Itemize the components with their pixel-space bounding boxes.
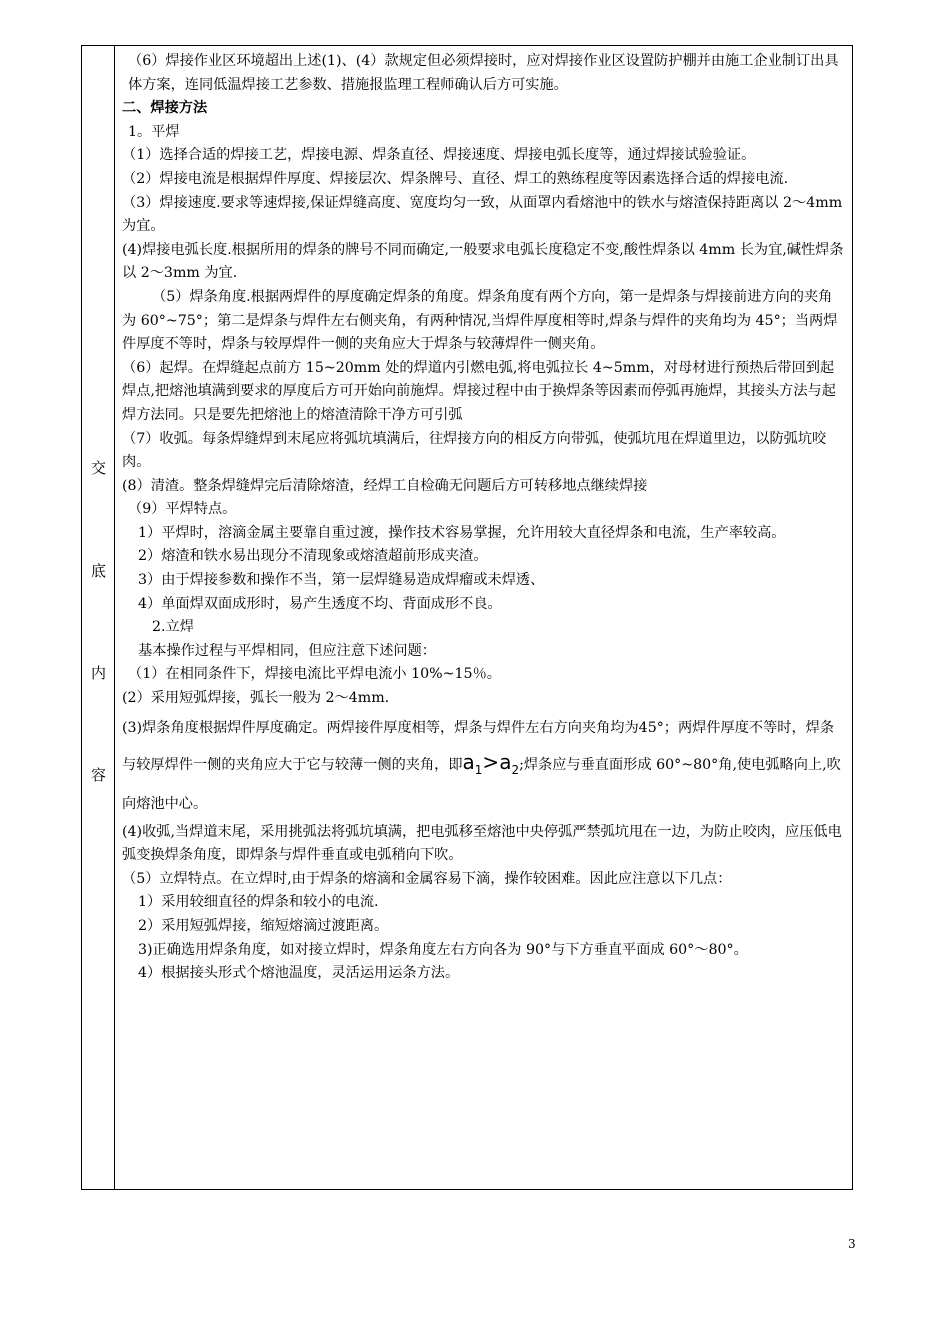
paragraph: （6）焊接作业区环境超出上述(1)、(4）款规定但必须焊接时，应对焊接作业区设置防护棚并由施工企业制订出具体方案，连同低温焊接工艺参数、措施报监理工程师确认后方可实施。 [128,53,839,93]
paragraph: （3）焊接速度.要求等速焊接,保证焊缝高度、宽度均匀一致，从面罩内看熔池中的铁水与熔渣保持距离以 2～4mm 为宜。 [122,194,843,235]
formula-subscript: 2 [511,762,520,777]
list-item: 2）熔渣和铁水易出现分不清现象或熔渣超前形成夹渣。 [138,548,488,565]
paragraph: （9）平焊特点。 [128,501,237,518]
paragraph: （5）焊条角度.根据两焊件的厚度确定焊条的角度。焊条角度有两个方向，第一是焊条与焊接前进方向的夹角为 60°~75°；第二是焊条与焊件左右侧夹角，有两种情况,当焊件厚度相等时,焊条与焊件的夹角均为 45°；当两焊件厚度不等时，焊条与较厚焊件一侧的夹角应大于焊条与较薄焊件一侧夹角。 [122,288,838,353]
list-item: 4）单面焊双面成形时，易产生透度不均、背面成形不良。 [138,595,502,612]
side-label-char: 内 [90,664,106,682]
section-heading: 二、焊接方法 [122,100,208,117]
angle-formula [462,749,520,777]
side-label-char: 容 [90,766,106,784]
list-item: (2）采用短弧焊接，弧长一般为 2～4mm. [122,690,390,707]
side-label-char: 底 [90,562,106,580]
page-number: 3 [848,1237,856,1251]
formula-symbol: a [499,749,512,774]
side-label-char: 交 [90,459,106,477]
formula-operator: > [482,749,500,774]
subsection-heading: 1。平焊 [128,123,180,140]
paragraph-text: (3)焊条角度根据焊件厚度确定。两焊接件厚度相等，焊条与焊件左右方向夹角均为45°；两焊件厚度不等时，焊条与较厚焊件一侧的夹角应大于它与较薄一侧的夹角，即 [122,719,835,773]
content-cell [122,50,846,986]
paragraph: （1）选择合适的焊接工艺，焊接电源、焊条直径、焊接速度、焊接电弧长度等，通过焊接试验验证。 [122,147,756,164]
paragraph-text: ;焊条应与垂直面形成 60°~80°角,使电弧略向上,吹向熔池中心。 [122,756,841,812]
paragraph: (4)收弧,当焊道末尾，采用挑弧法将弧坑填满，把电弧移至熔池中央停弧严禁弧坑甩在一边，为防止咬肉，应压低电弧变换焊条角度，即焊条与焊件垂直或电弧稍向下吹。 [122,823,842,864]
list-item: 1）采用较细直径的焊条和较小的电流. [138,894,379,911]
paragraph [122,711,846,821]
list-item: 3）由于焊接参数和操作不当，第一层焊缝易造成焊瘤或未焊透、 [138,572,545,589]
list-item: 3)正确选用焊条角度，如对接立焊时，焊条角度左右方向各为 90°与下方垂直平面成 60°～80°。 [138,941,748,958]
formula-symbol: a [462,749,475,774]
paragraph: (4)焊接电弧长度.根据所用的焊条的牌号不同而确定,一般要求电弧长度稳定不变,酸性焊条以 4mm 长为宜,碱性焊条以 2～3mm 为宜. [122,241,844,282]
paragraph: （5）立焊特点。在立焊时,由于焊条的熔滴和金属容易下滴，操作较困难。因此应注意以下几点： [122,870,732,887]
paragraph: (8）清渣。整条焊缝焊完后清除熔渣，经焊工自检确无问题后方可转移地点继续焊接 [122,477,648,494]
list-item: （1）在相同条件下，焊接电流比平焊电流小 10%~15％。 [128,666,501,683]
list-item: 4）根据接头形式个熔池温度，灵活运用运条方法。 [138,965,460,982]
paragraph: （6）起焊。在焊缝起点前方 15~20mm 处的焊道内引燃电弧,将电弧拉长 4~5mm，对母材进行预热后带回到起焊点,把熔池填满到要求的厚度后方可开始向前施焊。焊接过程中由于换焊条等因素而停弧再施焊，其接头方法与起焊方法同。只是要先把熔池上的熔渣清除干净方可引弧 [122,359,836,423]
formula-subscript: 1 [474,762,483,777]
list-item: 1）平焊时，溶滴金属主要靠自重过渡，操作技术容易掌握，允许用较大直径焊条和电流，生产率较高。 [138,524,786,541]
paragraph: （7）收弧。每条焊缝焊到末尾应将弧坑填满后，往焊接方向的相反方向带弧，使弧坑甩在焊道里边，以防弧坑咬肉。 [122,430,827,471]
side-label-column [82,46,115,1189]
subsection-heading: 2.立焊 [152,619,194,636]
paragraph: 基本操作过程与平焊相同，但应注意下述问题： [138,642,436,659]
handover-table [81,45,853,1190]
list-item: 2）采用短弧焊接，缩短熔滴过渡距离。 [138,918,389,934]
paragraph: （2）焊接电流是根据焊件厚度、焊接层次、焊条牌号、直径、焊工的熟练程度等因素选择合适的焊接电流. [122,170,789,187]
